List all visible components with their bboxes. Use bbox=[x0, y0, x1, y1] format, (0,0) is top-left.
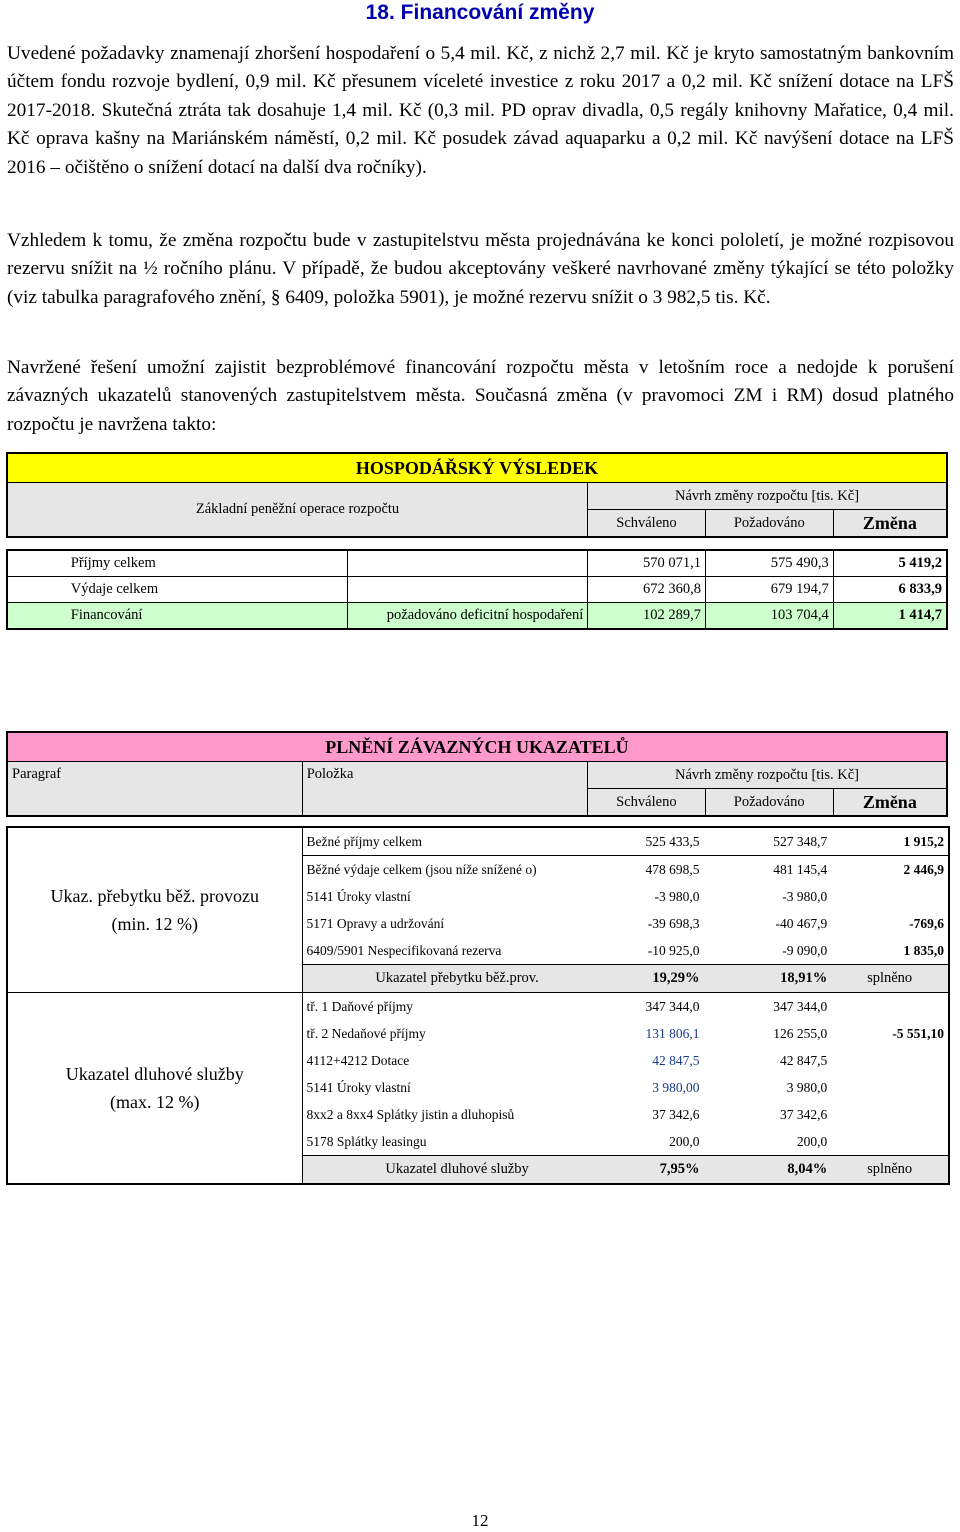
pln-requested: -3 980,0 bbox=[782, 888, 828, 904]
pln-approved: 42 847,5 bbox=[652, 1052, 700, 1068]
hosp-row-approved: 102 289,7 bbox=[588, 603, 706, 630]
pln-approved: -10 925,0 bbox=[647, 942, 700, 958]
pln-section1-label-line2: (min. 12 %) bbox=[111, 914, 198, 934]
table-row bbox=[7, 550, 947, 577]
pln-summary-label: Ukazatel dluhové služby bbox=[302, 1156, 612, 1185]
pln-approved: 200,0 bbox=[669, 1133, 700, 1149]
pln-approved: 347 344,0 bbox=[645, 998, 700, 1014]
pln-requested: -9 090,0 bbox=[782, 942, 828, 958]
pln-item: 4112+4212 Dotace bbox=[306, 1052, 410, 1068]
hosp-row-requested: 679 194,7 bbox=[706, 577, 834, 603]
pln-item: tř. 1 Daňové příjmy bbox=[306, 998, 413, 1014]
pln-summary-approved: 7,95% bbox=[612, 1156, 704, 1185]
pln-approved: 3 980,00 bbox=[652, 1079, 700, 1095]
pln-change: 1 915,2 bbox=[831, 827, 949, 856]
hosp-row-name: Výdaje celkem bbox=[67, 577, 348, 603]
pln-data-table bbox=[6, 826, 950, 1185]
pln-col-approved: Schváleno bbox=[587, 789, 705, 817]
pln-item: 5141 Úroky vlastní bbox=[306, 1079, 411, 1095]
hosp-row-requested: 103 704,4 bbox=[706, 603, 834, 630]
pln-section1-label bbox=[7, 827, 302, 993]
hosp-group-header: Návrh změny rozpočtu [tis. Kč] bbox=[588, 483, 947, 510]
pln-summary-status: splněno bbox=[831, 1156, 949, 1185]
pln-summary-requested: 8,04% bbox=[704, 1156, 832, 1185]
pln-requested: 126 255,0 bbox=[773, 1025, 828, 1041]
page-number: 12 bbox=[471, 1511, 489, 1530]
pln-item: Bežné příjmy celkem bbox=[302, 827, 612, 856]
pln-requested: 347 344,0 bbox=[773, 998, 828, 1014]
pln-summary-label: Ukazatel přebytku běž.prov. bbox=[302, 965, 612, 993]
table-row bbox=[7, 827, 949, 856]
hosp-row-approved: 672 360,8 bbox=[588, 577, 706, 603]
pln-col-polozka: Položka bbox=[302, 762, 587, 817]
hosp-row-change: 1 414,7 bbox=[833, 603, 947, 630]
hosp-row-approved: 570 071,1 bbox=[588, 550, 706, 577]
hosp-row-name: Financování bbox=[67, 603, 348, 630]
hosp-data-table bbox=[6, 549, 948, 630]
table-row bbox=[7, 577, 947, 603]
table-row bbox=[7, 993, 949, 1021]
hosp-row-note bbox=[348, 550, 588, 577]
pln-change: 1 835,0 bbox=[903, 942, 944, 958]
paragraph-reserve: Vzhledem k tomu, že změna rozpočtu bude v zastupitelstvu města projednávána ke konci pololetí, je možné rozpisovou rezervu snížit na ½ ročního plánu. V případě, že budou akceptovány veškeré navrhované změny týkající se této položky (viz tabulka paragrafového znění, § 6409, položka 5901), je možné rezervu snížit o 3 982,5 tis. Kč. bbox=[7, 230, 954, 308]
pln-item: 5141 Úroky vlastní bbox=[306, 888, 411, 904]
pln-requested: 200,0 bbox=[796, 1133, 828, 1149]
pln-item: 5171 Opravy a udržování bbox=[306, 915, 445, 931]
paragraph-solution: Navržené řešení umožní zajistit bezproblémové financování rozpočtu města v letošním roce a nedojde k porušení závazných ukazatelů stanovených zastupitelstvem města. Současná změna (v pravomoci ZM i RM) dosud platného rozpočtu je navržena takto: bbox=[7, 357, 954, 435]
paragraph-financing-summary: Uvedené požadavky znamenají zhoršení hospodaření o 5,4 mil. Kč, z nichž 2,7 mil. Kč je kryto samostatným bankovním účtem fondu rozvoje bydlení, 0,9 mil. Kč přesunem víceleté investice z roku 2017 a 0,2 mil. Kč snížení dotace na LFŠ 2017-2018. Skutečná ztráta tak dosahuje 1,4 mil. Kč (0,3 mil. PD oprav divadla, 0,5 regály knihovny Mařatice, 0,4 mil. Kč oprava kašny na Mariánském náměstí, 0,2 mil. Kč posudek závad aquaparku a 0,2 mil. Kč navýšení dotace na LFŠ 2016 – očištěno o snížení dotací na další dva ročníky). bbox=[7, 43, 954, 178]
pln-col-change: Změna bbox=[833, 789, 947, 817]
section-heading: 18. Financování změny bbox=[365, 1, 595, 24]
hosp-row-change: 5 419,2 bbox=[833, 550, 947, 577]
hosp-header-table bbox=[6, 452, 948, 538]
pln-item: 8xx2 a 8xx4 Splátky jistin a dluhopisů bbox=[306, 1106, 515, 1122]
hosp-label: Základní peněžní operace rozpočtu bbox=[7, 483, 588, 538]
pln-section2-label-line1: Ukazatel dluhové služby bbox=[65, 1064, 244, 1084]
pln-summary-approved: 19,29% bbox=[612, 965, 704, 993]
pln-approved: 131 806,1 bbox=[645, 1025, 700, 1041]
hosp-row-name: Příjmy celkem bbox=[67, 550, 348, 577]
hosp-col-requested: Požadováno bbox=[705, 510, 833, 538]
pln-approved: 37 342,6 bbox=[652, 1106, 700, 1122]
pln-requested: 42 847,5 bbox=[779, 1052, 828, 1068]
pln-col-paragraf: Paragraf bbox=[7, 762, 302, 817]
pln-summary-requested: 18,91% bbox=[704, 965, 832, 993]
pln-item: 6409/5901 Nespecifikovaná rezerva bbox=[306, 942, 502, 958]
pln-approved: -3 980,0 bbox=[654, 888, 700, 904]
pln-section2-label-line2: (max. 12 %) bbox=[110, 1092, 200, 1112]
hosp-title: HOSPODÁŘSKÝ VÝSLEDEK bbox=[355, 457, 599, 478]
pln-col-requested: Požadováno bbox=[705, 789, 833, 817]
pln-summary-status: splněno bbox=[831, 965, 949, 993]
pln-approved: 478 698,5 bbox=[645, 861, 700, 877]
pln-header-table bbox=[6, 731, 948, 817]
pln-change: 2 446,9 bbox=[903, 861, 944, 877]
pln-requested: 3 980,0 bbox=[786, 1079, 828, 1095]
pln-group-header: Návrh změny rozpočtu [tis. Kč] bbox=[587, 762, 947, 789]
hosp-col-approved: Schváleno bbox=[588, 510, 706, 538]
hosp-col-change: Změna bbox=[833, 510, 947, 538]
pln-section2-change: -5 551,10 bbox=[892, 1025, 944, 1041]
pln-requested: 527 348,7 bbox=[704, 827, 832, 856]
pln-approved: 525 433,5 bbox=[612, 827, 704, 856]
hosp-row-change: 6 833,9 bbox=[833, 577, 947, 603]
table-row bbox=[7, 603, 947, 630]
pln-item: tř. 2 Nedaňové příjmy bbox=[306, 1025, 426, 1041]
hosp-row-requested: 575 490,3 bbox=[706, 550, 834, 577]
pln-section1-label-line1: Ukaz. přebytku běž. provozu bbox=[50, 886, 259, 906]
pln-change bbox=[831, 883, 949, 910]
pln-title: PLNĚNÍ ZÁVAZNÝCH UKAZATELŮ bbox=[325, 736, 629, 757]
pln-item: Běžné výdaje celkem (jsou níže snížené o) bbox=[306, 861, 537, 877]
pln-section2-label bbox=[7, 993, 302, 1185]
pln-item: 5178 Splátky leasingu bbox=[306, 1133, 427, 1149]
hosp-row-note bbox=[348, 577, 588, 603]
pln-requested: -40 467,9 bbox=[775, 915, 828, 931]
pln-requested: 37 342,6 bbox=[779, 1106, 828, 1122]
pln-change: -769,6 bbox=[909, 915, 944, 931]
pln-approved: -39 698,3 bbox=[647, 915, 700, 931]
hosp-row-note: požadováno deficitní hospodaření bbox=[348, 603, 588, 630]
pln-requested: 481 145,4 bbox=[773, 861, 828, 877]
